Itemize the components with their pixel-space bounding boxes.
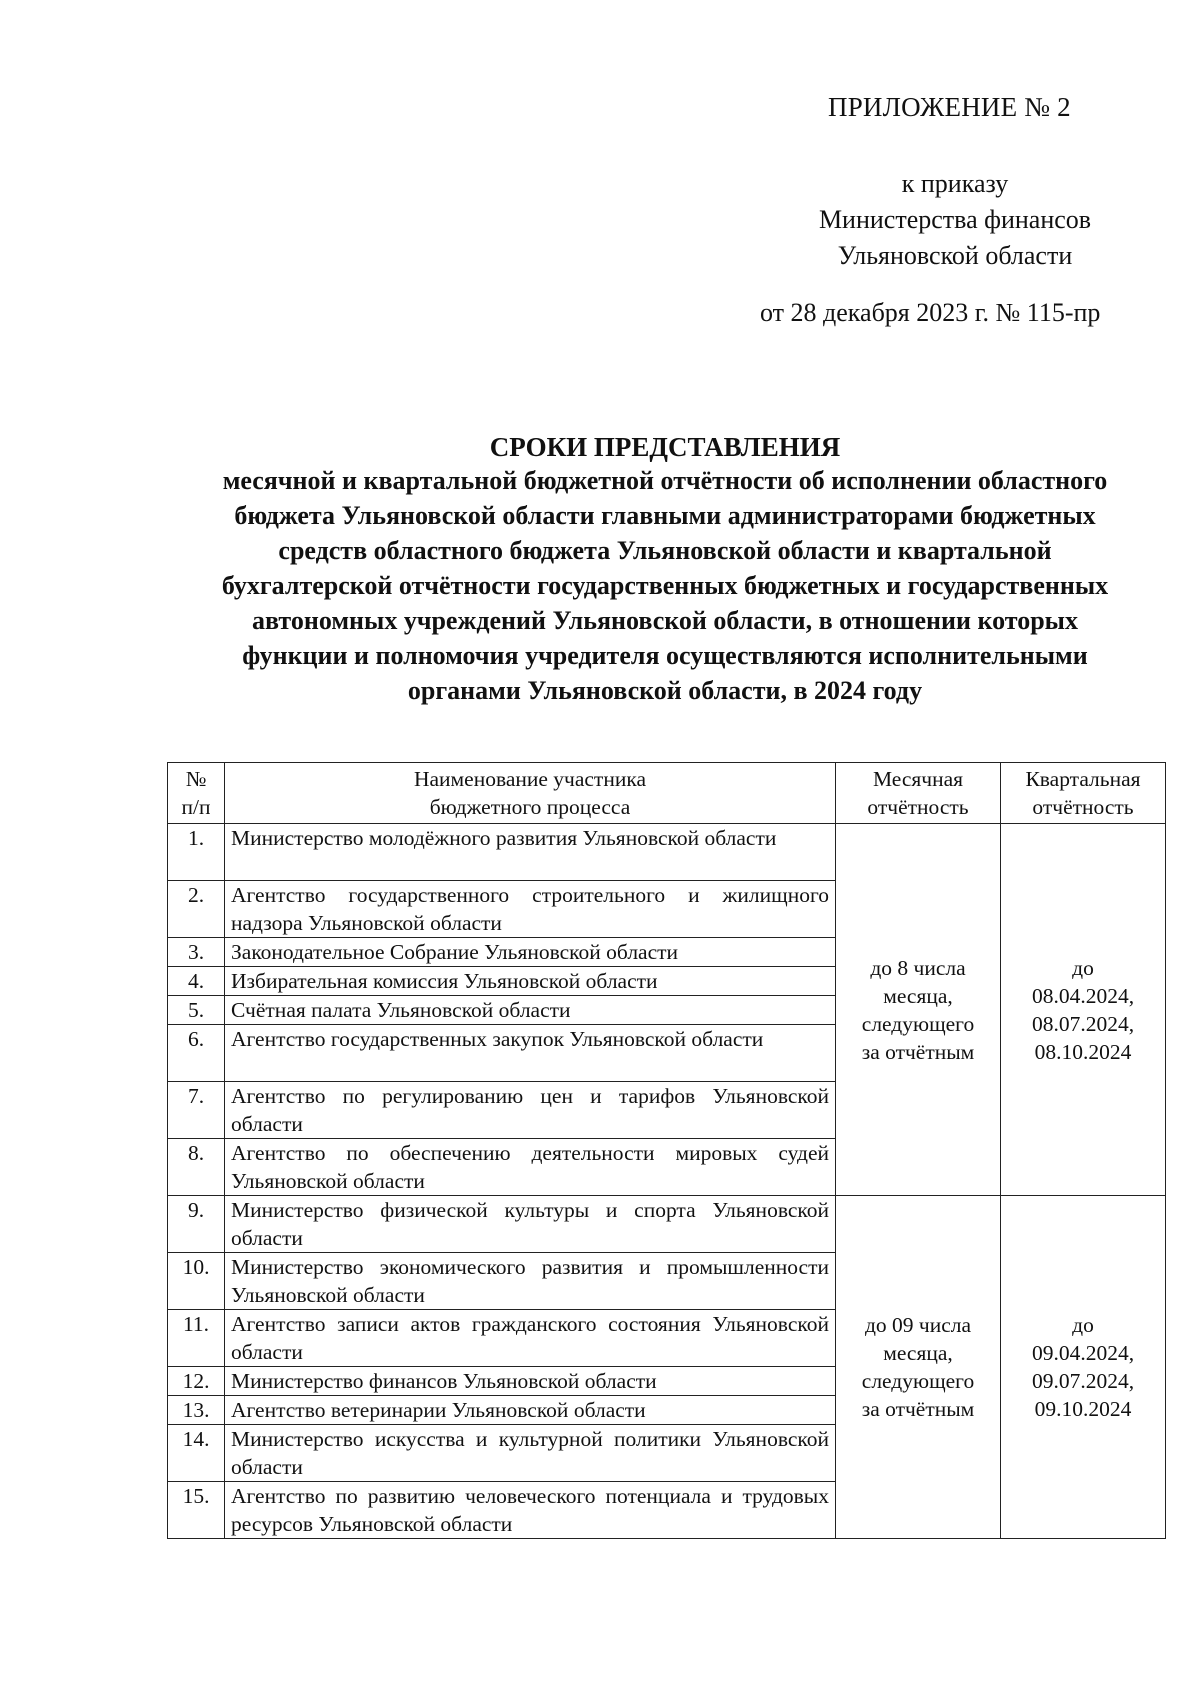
header-quarterly-line2: отчётность: [1032, 795, 1134, 819]
participant-name: Агентство записи актов гражданского состояния Ульяновской области: [225, 1310, 836, 1367]
row-number: 10.: [168, 1253, 225, 1310]
participant-name: Министерство искусства и культурной политики Ульяновской области: [225, 1425, 836, 1482]
participant-name: Избирательная комиссия Ульяновской области: [225, 967, 836, 996]
participant-name: Агентство государственного строительного и жилищного надзора Ульяновской области: [225, 881, 836, 938]
monthly-deadline-line: месяца,: [883, 983, 953, 1008]
header-monthly-reporting: [836, 763, 1001, 824]
row-number: 4.: [168, 967, 225, 996]
order-region: Ульяновской области: [837, 241, 1073, 270]
order-reference: [790, 166, 1120, 274]
row-number: 11.: [168, 1310, 225, 1367]
header-quarterly-line1: Квартальная: [1025, 767, 1141, 791]
header-name-line2: бюджетного процесса: [429, 795, 631, 819]
subtitle-line: функции и полномочия учредителя осуществляются исполнительными: [242, 641, 1088, 670]
monthly-deadline-line: месяца,: [883, 1341, 953, 1365]
document-subtitle: [150, 463, 1180, 708]
participant-name: Агентство по развитию человеческого потенциала и трудовых ресурсов Ульяновской области: [225, 1482, 836, 1539]
quarterly-deadline-line: до: [1072, 955, 1094, 980]
header-monthly-line2: отчётность: [867, 795, 969, 819]
appendix-label: ПРИЛОЖЕНИЕ № 2: [828, 92, 1071, 122]
quarterly-deadline-line: 09.10.2024: [1034, 1397, 1132, 1421]
header-number-line2: п/п: [181, 795, 211, 819]
order-ministry: Министерства финансов: [818, 205, 1092, 234]
row-number: 5.: [168, 996, 225, 1025]
quarterly-deadline-group-2: [1001, 1196, 1166, 1539]
row-number: 9.: [168, 1196, 225, 1253]
monthly-deadline-line: за отчётным: [861, 1397, 975, 1421]
row-number: 15.: [168, 1482, 225, 1539]
row-number: 13.: [168, 1396, 225, 1425]
quarterly-deadline-line: до: [1072, 1313, 1094, 1337]
subtitle-line: органами Ульяновской области, в 2024 году: [407, 676, 923, 705]
subtitle-line: средств областного бюджета Ульяновской области и квартальной: [278, 536, 1052, 565]
row-number: 2.: [168, 881, 225, 938]
header-monthly-line1: Месячная: [872, 767, 964, 791]
monthly-deadline-line: следующего: [861, 1369, 975, 1393]
monthly-deadline-line: до 8 числа: [870, 955, 966, 980]
document-title: СРОКИ ПРЕДСТАВЛЕНИЯ: [489, 432, 841, 462]
participant-name: Законодательное Собрание Ульяновской области: [225, 938, 836, 967]
row-number: 12.: [168, 1367, 225, 1396]
quarterly-deadline-line: 08.10.2024: [1034, 1039, 1132, 1064]
row-number: 8.: [168, 1139, 225, 1196]
row-number: 6.: [168, 1025, 225, 1082]
subtitle-line: бухгалтерской отчётности государственных бюджетных и государственных: [221, 571, 1109, 600]
quarterly-deadline-group-1: [1001, 824, 1166, 1196]
participant-name: Агентство государственных закупок Ульяновской области: [225, 1025, 836, 1082]
header-number-line1: №: [185, 767, 207, 791]
header-quarterly-reporting: [1001, 763, 1166, 824]
row-number: 3.: [168, 938, 225, 967]
quarterly-deadline-line: 08.07.2024,: [1031, 1011, 1135, 1036]
participant-name: Министерство финансов Ульяновской области: [225, 1367, 836, 1396]
participant-name: Агентство по обеспечению деятельности мировых судей Ульяновской области: [225, 1139, 836, 1196]
header-name-line1: Наименование участника: [413, 767, 647, 791]
subtitle-line: месячной и квартальной бюджетной отчётности об исполнении областного: [222, 466, 1108, 495]
header-number: [168, 763, 225, 824]
row-number: 7.: [168, 1082, 225, 1139]
participant-name: Агентство ветеринарии Ульяновской области: [225, 1396, 836, 1425]
monthly-deadline-line: следующего: [861, 1011, 975, 1036]
subtitle-line: бюджета Ульяновской области главными администраторами бюджетных: [234, 501, 1096, 530]
table-row: [168, 1196, 1166, 1253]
row-number: 1.: [168, 824, 225, 881]
order-to: к приказу: [901, 169, 1009, 198]
row-number: 14.: [168, 1425, 225, 1482]
reporting-deadlines-table: [167, 762, 1166, 1539]
participant-name: Министерство молодёжного развития Ульяновской области: [225, 824, 836, 881]
subtitle-line: автономных учреждений Ульяновской области, в отношении которых: [252, 606, 1078, 635]
participant-name: Агентство по регулированию цен и тарифов Ульяновской области: [225, 1082, 836, 1139]
participant-name: Министерство физической культуры и спорта Ульяновской области: [225, 1196, 836, 1253]
monthly-deadline-line: за отчётным: [861, 1039, 975, 1064]
monthly-deadline-line: до 09 числа: [864, 1313, 972, 1337]
order-date-number: от 28 декабря 2023 г. № 115-пр: [760, 298, 1101, 327]
quarterly-deadline-line: 08.04.2024,: [1031, 983, 1135, 1008]
quarterly-deadline-line: 09.07.2024,: [1031, 1369, 1135, 1393]
monthly-deadline-group-1: [836, 824, 1001, 1196]
quarterly-deadline-line: 09.04.2024,: [1031, 1341, 1135, 1365]
table-row: [168, 824, 1166, 881]
participant-name: Счётная палата Ульяновской области: [225, 996, 836, 1025]
monthly-deadline-group-2: [836, 1196, 1001, 1539]
table-header-row: [168, 763, 1166, 824]
participant-name: Министерство экономического развития и промышленности Ульяновской области: [225, 1253, 836, 1310]
header-participant-name: [225, 763, 836, 824]
